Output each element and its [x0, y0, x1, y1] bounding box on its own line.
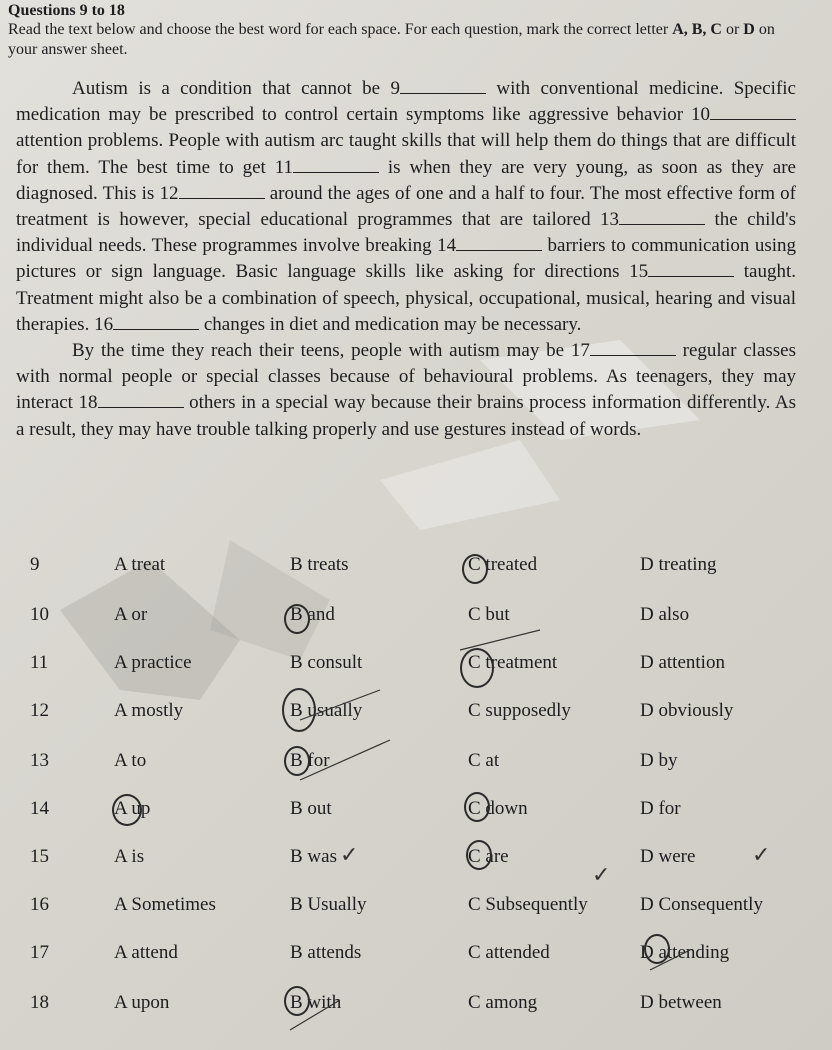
- blank-11: [293, 156, 379, 173]
- question-number: 14: [30, 798, 49, 819]
- paragraph-2: [16, 338, 796, 443]
- question-number: 12: [30, 700, 49, 721]
- instructions-letter-d: D: [743, 21, 755, 38]
- question-row-16: [0, 894, 832, 926]
- option-d[interactable]: D Consequently: [640, 894, 763, 915]
- option-a[interactable]: A to: [114, 750, 147, 771]
- answer-circle-13-b: [284, 746, 310, 776]
- question-number: 16: [30, 894, 49, 915]
- answer-circle-11-c: [460, 648, 494, 688]
- passage-text: By the time they reach their teens, people with autism may be 17: [72, 340, 590, 362]
- option-c[interactable]: C treatment: [468, 652, 558, 673]
- blank-14: [456, 234, 542, 251]
- option-d[interactable]: D treating: [640, 554, 717, 575]
- option-c[interactable]: C supposedly: [468, 700, 571, 721]
- option-a[interactable]: A up: [114, 798, 151, 819]
- option-d[interactable]: D obviously: [640, 700, 734, 721]
- reading-passage: [16, 76, 796, 443]
- passage-text: regular classes with normal people or special classes because of behavioural problems. As teenagers, they may interact 18: [16, 340, 796, 414]
- passage-text: with conventional medicine. Specific medication may be prescribed to control certain symptoms like aggressive behavior 10: [16, 78, 796, 126]
- section-heading: Questions 9 to 18: [8, 2, 125, 19]
- instructions-or: or: [725, 21, 740, 38]
- option-a[interactable]: A mostly: [114, 700, 184, 721]
- option-c[interactable]: C but: [468, 604, 510, 625]
- option-d[interactable]: D for: [640, 798, 681, 819]
- option-b[interactable]: B attends: [290, 942, 362, 963]
- answer-circle-18-b: [284, 986, 310, 1016]
- question-number: 13: [30, 750, 49, 771]
- option-c[interactable]: C down: [468, 798, 528, 819]
- option-b[interactable]: B was: [290, 846, 337, 867]
- passage-text: around the ages of one and a half to four. The most effective form of treatment is however, special educational programmes that are tailored 13: [16, 182, 797, 231]
- question-row-9: [0, 554, 832, 586]
- passage-text: others in a special way because their brains process information differently. As a result, they may have trouble talking properly and use gestures instead of words.: [16, 392, 796, 440]
- option-c[interactable]: C are: [468, 846, 509, 867]
- blank-17: [590, 339, 676, 356]
- answer-circle-14-a: [112, 794, 142, 826]
- blank-16: [113, 313, 199, 330]
- option-a[interactable]: A or: [114, 604, 148, 625]
- instructions-text-2: on your answer sheet.: [8, 21, 775, 58]
- blank-18: [98, 391, 184, 408]
- instructions-text-1: Read the text below and choose the best word for each space. For each question, mark the correct letter: [8, 21, 669, 38]
- option-d[interactable]: D attending: [640, 942, 730, 963]
- option-b[interactable]: B out: [290, 798, 332, 819]
- option-a[interactable]: A upon: [114, 992, 170, 1013]
- option-a[interactable]: A Sometimes: [114, 894, 216, 915]
- question-row-11: [0, 652, 832, 684]
- instructions-letters: A, B, C: [672, 21, 722, 38]
- answer-circle-9-c: [462, 554, 488, 584]
- blank-12: [179, 182, 265, 199]
- option-c[interactable]: C treated: [468, 554, 538, 575]
- option-d[interactable]: D attention: [640, 652, 725, 673]
- answer-circle-14-c: [464, 792, 490, 822]
- passage-text: barriers to communication using pictures or sign language. Basic language skills like asking for directions 15: [16, 235, 797, 283]
- question-number: 11: [30, 652, 49, 673]
- option-a[interactable]: A attend: [114, 942, 178, 963]
- question-row-15: [0, 846, 832, 878]
- checkmark-icon: ✓: [340, 842, 359, 867]
- option-b[interactable]: B and: [290, 604, 335, 625]
- option-d[interactable]: D were: [640, 846, 696, 867]
- option-b[interactable]: B for: [290, 750, 330, 771]
- question-row-18: [0, 992, 832, 1024]
- passage-text: attention problems. People with autism arc taught skills that will help them do things that are difficult for them. The best time to get 11: [16, 130, 796, 178]
- option-a[interactable]: A is: [114, 846, 145, 867]
- option-a[interactable]: A treat: [114, 554, 166, 575]
- blank-13: [619, 208, 705, 225]
- option-c[interactable]: C attended: [468, 942, 550, 963]
- question-number: 18: [30, 992, 49, 1013]
- option-d[interactable]: D by: [640, 750, 678, 771]
- question-row-12: [0, 700, 832, 732]
- answer-circle-15-c: [466, 840, 492, 870]
- question-row-10: [0, 604, 832, 636]
- option-c[interactable]: C Subsequently: [468, 894, 588, 915]
- option-a[interactable]: A practice: [114, 652, 192, 673]
- question-number: 15: [30, 846, 49, 867]
- passage-text: changes in diet and medication may be necessary.: [203, 313, 582, 335]
- option-b[interactable]: B usually: [290, 700, 363, 721]
- answer-circle-17-d: [644, 934, 670, 964]
- option-b[interactable]: B treats: [290, 554, 349, 575]
- passage-text: taught. Treatment might also be a combination of speech, physical, occupational, musical, hearing and visual therapies. 16: [16, 261, 796, 335]
- question-row-17: [0, 942, 832, 974]
- blank-9: [400, 77, 486, 94]
- option-c[interactable]: C among: [468, 992, 538, 1013]
- question-number: 9: [30, 554, 40, 575]
- option-b[interactable]: B consult: [290, 652, 363, 673]
- passage-text: is when they are very young, as soon as they are diagnosed. This is 12: [16, 156, 796, 204]
- paragraph-1: [16, 76, 796, 338]
- question-row-13: [0, 750, 832, 782]
- passage-text: the child's individual needs. These programmes involve breaking 14: [16, 209, 796, 257]
- answer-circle-12-b: [282, 688, 316, 732]
- option-b[interactable]: B Usually: [290, 894, 367, 915]
- option-d[interactable]: D also: [640, 604, 690, 625]
- option-b[interactable]: B with: [290, 992, 342, 1013]
- blank-15: [648, 260, 734, 277]
- instructions: [8, 20, 808, 60]
- blank-10: [710, 103, 796, 120]
- answer-circle-10-b: [284, 604, 310, 634]
- option-c[interactable]: C at: [468, 750, 500, 771]
- question-number: 10: [30, 604, 49, 625]
- passage-text: Autism is a condition that cannot be 9: [72, 78, 400, 99]
- option-d[interactable]: D between: [640, 992, 722, 1013]
- checkmark-icon: ✓: [592, 862, 611, 887]
- question-number: 17: [30, 942, 49, 963]
- checkmark-icon: ✓: [752, 842, 771, 867]
